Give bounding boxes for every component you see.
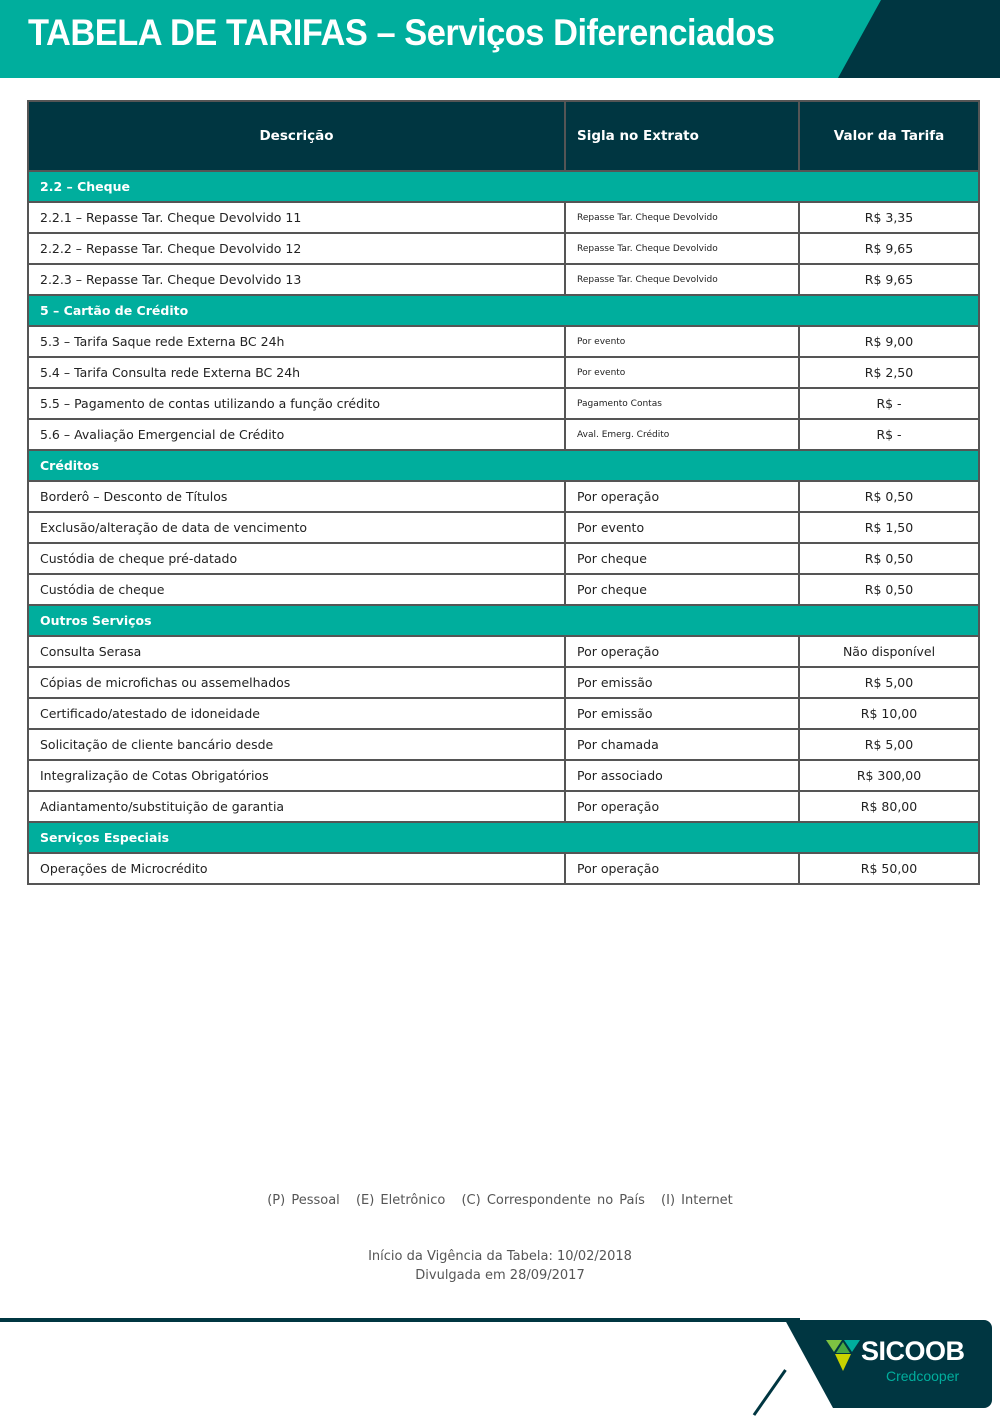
cell-descricao: Custódia de cheque pré-datado (28, 543, 565, 574)
cell-valor: R$ 5,00 (799, 667, 979, 698)
cell-sigla: Por chamada (565, 729, 799, 760)
table-row (28, 667, 979, 698)
table-row (28, 388, 979, 419)
legend-item: (C) Correspondente no País (461, 1193, 645, 1208)
section-row (28, 450, 979, 481)
table-header (28, 101, 979, 171)
table-row (28, 543, 979, 574)
cell-sigla: Por cheque (565, 543, 799, 574)
cell-descricao: Custódia de cheque (28, 574, 565, 605)
cell-descricao: 5.6 – Avaliação Emergencial de Crédito (28, 419, 565, 450)
cell-valor: R$ 3,35 (799, 202, 979, 233)
cell-descricao: Adiantamento/substituição de garantia (28, 791, 565, 822)
cell-valor: R$ 80,00 (799, 791, 979, 822)
cell-valor: R$ 9,65 (799, 233, 979, 264)
cell-valor: R$ 50,00 (799, 853, 979, 884)
table-row (28, 357, 979, 388)
cell-descricao: Cópias de microfichas ou assemelhados (28, 667, 565, 698)
legend-item: (I) Internet (661, 1193, 733, 1208)
cell-sigla: Por evento (565, 357, 799, 388)
channel-legend (0, 1193, 1000, 1208)
cell-sigla: Por evento (565, 512, 799, 543)
cell-sigla: Pagamento Contas (565, 388, 799, 419)
cell-sigla: Por emissão (565, 698, 799, 729)
cell-descricao: Borderô – Desconto de Títulos (28, 481, 565, 512)
cell-valor: R$ 300,00 (799, 760, 979, 791)
table-row (28, 791, 979, 822)
cell-descricao: 2.2.1 – Repasse Tar. Cheque Devolvido 11 (28, 202, 565, 233)
header-descricao: Descrição (28, 101, 565, 171)
cell-descricao: 2.2.2 – Repasse Tar. Cheque Devolvido 12 (28, 233, 565, 264)
cell-descricao: Integralização de Cotas Obrigatórios (28, 760, 565, 791)
logo-subtitle: Credcooper (886, 1368, 960, 1384)
cell-sigla: Por associado (565, 760, 799, 791)
legend-item: (E) Eletrônico (355, 1193, 446, 1208)
section-row (28, 171, 979, 202)
legend-item: (P) Pessoal (267, 1193, 340, 1208)
logo-name: SICOOB (861, 1336, 965, 1366)
cell-descricao: Solicitação de cliente bancário desde (28, 729, 565, 760)
table-row (28, 698, 979, 729)
cell-descricao: 2.2.3 – Repasse Tar. Cheque Devolvido 13 (28, 264, 565, 295)
banner-accent (838, 0, 1000, 78)
cell-descricao: 5.5 – Pagamento de contas utilizando a função crédito (28, 388, 565, 419)
table-row (28, 264, 979, 295)
cell-sigla: Por cheque (565, 574, 799, 605)
section-title: 2.2 – Cheque (28, 171, 979, 202)
cell-sigla: Por operação (565, 791, 799, 822)
vigencia-text: Início da Vigência da Tabela: 10/02/2018 (368, 1249, 632, 1264)
cell-sigla: Por evento (565, 326, 799, 357)
table-row (28, 202, 979, 233)
cell-sigla: Repasse Tar. Cheque Devolvido (565, 202, 799, 233)
table-row (28, 481, 979, 512)
cell-valor: R$ 9,00 (799, 326, 979, 357)
section-title: Outros Serviços (28, 605, 979, 636)
cell-valor: R$ 0,50 (799, 481, 979, 512)
cell-descricao: 5.3 – Tarifa Saque rede Externa BC 24h (28, 326, 565, 357)
section-row (28, 605, 979, 636)
cell-sigla: Repasse Tar. Cheque Devolvido (565, 264, 799, 295)
cell-sigla: Por operação (565, 481, 799, 512)
header-sigla: Sigla no Extrato (565, 101, 799, 171)
page-title: TABELA DE TARIFAS – Serviços Diferenciados (28, 12, 775, 53)
table-row (28, 574, 979, 605)
cell-descricao: Consulta Serasa (28, 636, 565, 667)
section-title: 5 – Cartão de Crédito (28, 295, 979, 326)
table-row (28, 760, 979, 791)
footer-slash (753, 1369, 787, 1416)
table-row (28, 233, 979, 264)
table-row (28, 729, 979, 760)
cell-valor: R$ 0,50 (799, 543, 979, 574)
cell-sigla: Repasse Tar. Cheque Devolvido (565, 233, 799, 264)
table-row (28, 512, 979, 543)
validity-info (0, 1247, 1000, 1285)
header-valor: Valor da Tarifa (799, 101, 979, 171)
divulgada-text: Divulgada em 28/09/2017 (415, 1268, 585, 1283)
cell-valor: R$ 9,65 (799, 264, 979, 295)
cell-valor: R$ 10,00 (799, 698, 979, 729)
cell-descricao: Exclusão/alteração de data de vencimento (28, 512, 565, 543)
cell-valor: R$ 0,50 (799, 574, 979, 605)
section-title: Serviços Especiais (28, 822, 979, 853)
cell-sigla: Por emissão (565, 667, 799, 698)
section-row (28, 295, 979, 326)
table-row (28, 419, 979, 450)
table-row (28, 636, 979, 667)
cell-valor: R$ - (799, 419, 979, 450)
cell-descricao: 5.4 – Tarifa Consulta rede Externa BC 24h (28, 357, 565, 388)
section-title: Créditos (28, 450, 979, 481)
tariff-table (27, 100, 980, 885)
cell-valor: R$ 2,50 (799, 357, 979, 388)
cell-descricao: Operações de Microcrédito (28, 853, 565, 884)
cell-valor: R$ 5,00 (799, 729, 979, 760)
footer-divider (0, 1318, 800, 1322)
cell-valor: Não disponível (799, 636, 979, 667)
cell-sigla: Aval. Emerg. Crédito (565, 419, 799, 450)
cell-valor: R$ 1,50 (799, 512, 979, 543)
title-banner (0, 0, 1000, 78)
sicoob-logo-icon (826, 1340, 860, 1372)
cell-valor: R$ - (799, 388, 979, 419)
section-row (28, 822, 979, 853)
cell-sigla: Por operação (565, 853, 799, 884)
cell-sigla: Por operação (565, 636, 799, 667)
table-row (28, 326, 979, 357)
table-row (28, 853, 979, 884)
cell-descricao: Certificado/atestado de idoneidade (28, 698, 565, 729)
